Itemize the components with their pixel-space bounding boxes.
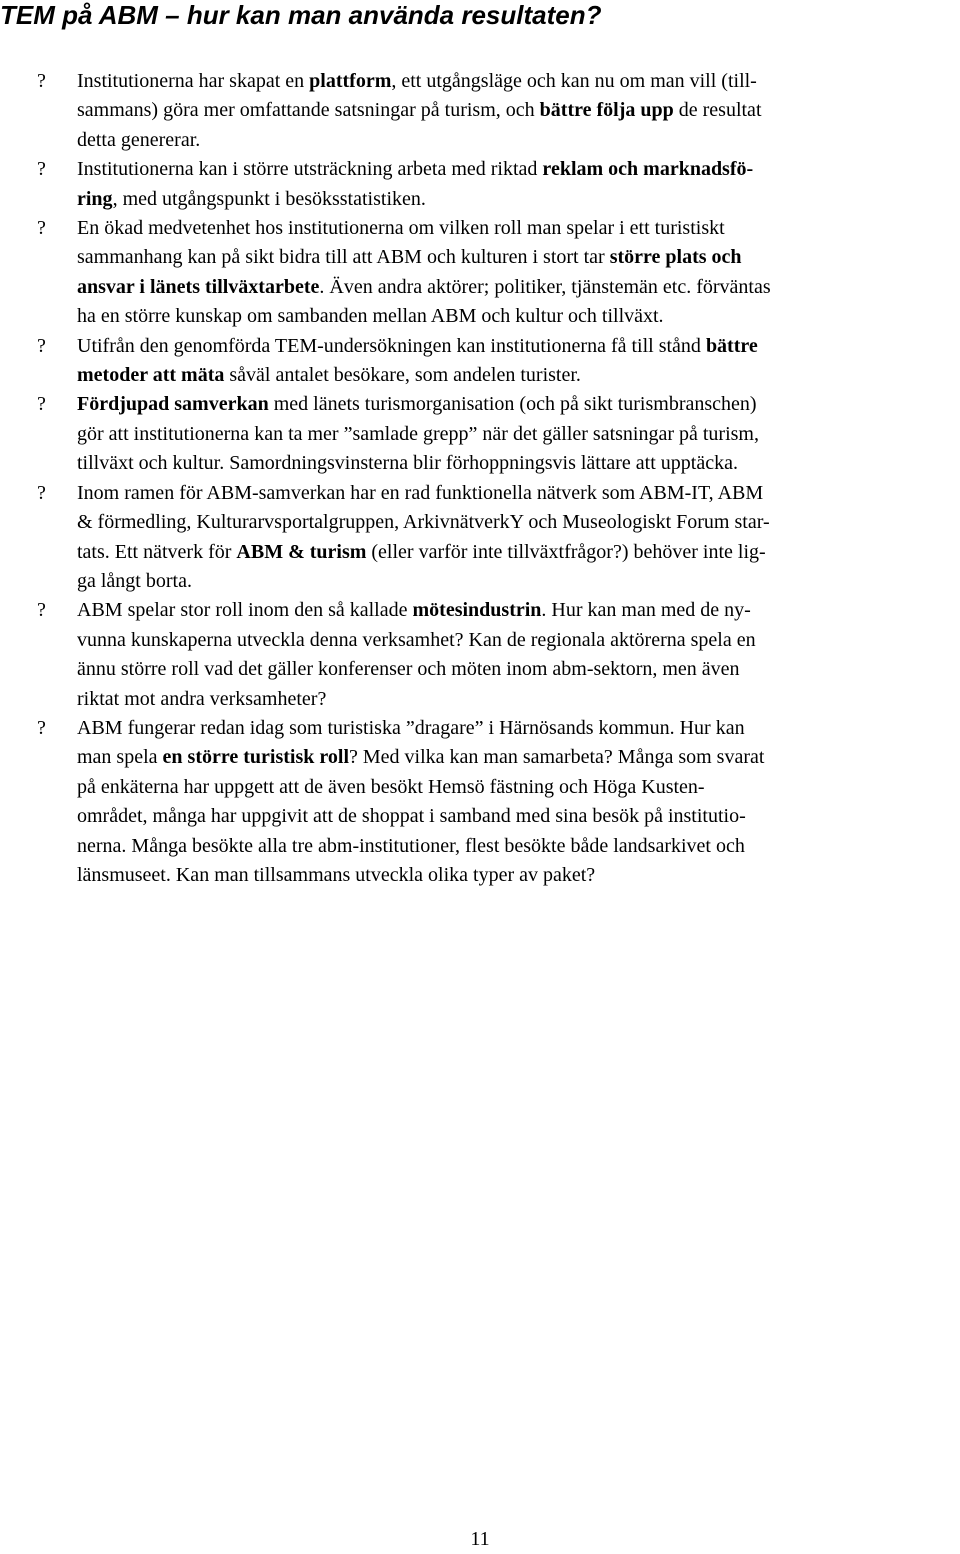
text-segment: man spela — [77, 746, 163, 769]
page-number: 11 — [470, 1528, 490, 1550]
text-segment: tillväxt och kultur. Samordningsvinsterna blir förhoppningsvis lättare att upptäcka. — [77, 452, 738, 475]
text-segment: ännu större roll vad det gäller konferenser och möten inom abm-sektorn, men även — [77, 658, 740, 681]
text-line — [77, 861, 950, 890]
bold-text: mötesindustrin — [412, 599, 542, 622]
text-segment: ABM fungerar redan idag som turistiska ”dragare” i Härnösands kommun. Hur kan — [77, 716, 745, 739]
text-segment: Inom ramen för ABM-samverkan har en rad funktionella nätverk som ABM-IT, ABM — [77, 481, 764, 504]
text-segment: , ett utgångsläge och kan nu om man vill (till- — [391, 70, 757, 92]
text-segment: En ökad medvetenhet hos institutionerna om vilken roll man spelar i ett turistiskt — [77, 217, 725, 240]
bold-text: metoder att mäta — [77, 364, 225, 387]
list-item — [0, 155, 950, 214]
text-segment: sammans) göra mer omfattande satsningar på turism, och — [77, 99, 540, 122]
text-segment: riktat mot andra verksamheter? — [77, 687, 327, 710]
bold-text: ring — [77, 187, 113, 210]
text-line — [77, 626, 950, 655]
text-line — [77, 332, 950, 361]
text-segment: tats. Ett nätverk för — [77, 540, 237, 563]
text-segment: ga långt borta. — [77, 569, 192, 592]
text-line — [77, 67, 950, 96]
text-segment: . Hur kan man med de ny- — [541, 599, 751, 622]
list-item — [0, 390, 950, 478]
bullet-list — [0, 67, 950, 890]
text-segment: vunna kunskaperna utveckla denna verksamhet? Kan de regionala aktörerna spela en — [77, 628, 756, 651]
bullet-marker: ? — [37, 70, 46, 92]
text-segment: länsmuseet. Kan man tillsammans utveckla olika typer av paket? — [77, 863, 596, 886]
text-segment: området, många har uppgivit att de shoppat i samband med sina besök på institutio- — [77, 805, 746, 828]
text-segment: på enkäterna har uppgett att de även besökt Hemsö fästning och Höga Kusten- — [77, 775, 705, 798]
text-segment: detta genererar. — [77, 128, 201, 151]
text-segment: Utifrån den genomförda TEM-undersökningen kan institutionerna få till stånd — [77, 334, 706, 357]
page-title: TEM på ABM – hur kan man använda resultaten? — [0, 0, 602, 30]
bold-text: ansvar i länets tillväxtarbete — [77, 275, 320, 298]
text-segment: ha en större kunskap om sambanden mellan ABM och kultur och tillväxt. — [77, 305, 664, 328]
text-line — [77, 361, 950, 390]
bold-text: en större turistisk roll — [162, 746, 349, 769]
text-line — [77, 96, 950, 125]
text-segment: såväl antalet besökare, som andelen turister. — [224, 364, 581, 387]
text-segment: Institutionerna kan i större utsträckning arbeta med riktad — [77, 158, 543, 181]
bullet-marker: ? — [37, 158, 46, 181]
bullet-marker: ? — [37, 393, 46, 416]
text-segment: de resultat — [673, 99, 762, 122]
list-item — [0, 714, 950, 890]
text-segment: (eller varför inte tillväxtfrågor?) behöver inte lig- — [366, 540, 766, 563]
bold-text: större plats och — [609, 246, 742, 269]
text-segment: ? Med vilka kan man samarbeta? Många som svarat — [349, 746, 765, 769]
text-line — [77, 714, 950, 743]
text-line — [77, 567, 950, 596]
text-line — [77, 420, 950, 449]
bold-text: ABM & turism — [236, 540, 367, 563]
text-segment: Institutionerna har skapat en — [77, 70, 310, 92]
bullet-marker: ? — [37, 334, 46, 357]
text-line — [77, 155, 950, 184]
list-item — [0, 479, 950, 597]
text-line — [77, 596, 950, 625]
text-segment: ABM spelar stor roll inom den så kallade — [77, 599, 413, 622]
bold-text: bättre följa upp — [539, 99, 674, 122]
bold-text: reklam och marknadsfö- — [542, 158, 754, 181]
text-segment: med länets turismorganisation (och på sikt turismbranschen) — [268, 393, 757, 416]
text-segment: & förmedling, Kulturarvsportalgruppen, ArkivnätverkY och Museologiskt Forum star- — [77, 511, 770, 534]
text-line — [77, 685, 950, 714]
text-segment: nerna. Många besökte alla tre abm-institutioner, flest besökte både landsarkivet och — [77, 834, 745, 857]
text-line — [77, 185, 950, 214]
bold-text: bättre — [705, 334, 758, 357]
bold-text: plattform — [309, 70, 392, 92]
text-line — [77, 832, 950, 861]
text-line — [77, 126, 950, 155]
text-line — [77, 214, 950, 243]
text-segment: gör att institutionerna kan ta mer ”samlade grepp” när det gäller satsningar på turism, — [77, 422, 759, 445]
text-line — [77, 538, 950, 567]
text-line — [77, 479, 950, 508]
bullet-marker: ? — [37, 481, 46, 504]
list-item — [0, 596, 950, 714]
text-line — [77, 243, 950, 272]
bold-text: Fördjupad samverkan — [77, 393, 269, 416]
text-line — [77, 302, 950, 331]
text-line — [77, 449, 950, 478]
text-line — [77, 273, 950, 302]
bullet-marker: ? — [37, 716, 46, 739]
text-segment: . Även andra aktörer; politiker, tjänstemän etc. förväntas — [319, 275, 771, 298]
list-item — [0, 67, 950, 155]
text-segment: , med utgångspunkt i besöksstatistiken. — [112, 187, 426, 210]
text-line — [77, 655, 950, 684]
text-line — [77, 508, 950, 537]
bullet-marker: ? — [37, 599, 46, 622]
bullet-marker: ? — [37, 217, 46, 240]
text-line — [77, 390, 950, 419]
text-line — [77, 743, 950, 772]
list-item — [0, 214, 950, 332]
text-line — [77, 802, 950, 831]
list-item — [0, 332, 950, 391]
text-segment: sammanhang kan på sikt bidra till att ABM och kulturen i stort tar — [77, 246, 610, 269]
text-line — [77, 773, 950, 802]
